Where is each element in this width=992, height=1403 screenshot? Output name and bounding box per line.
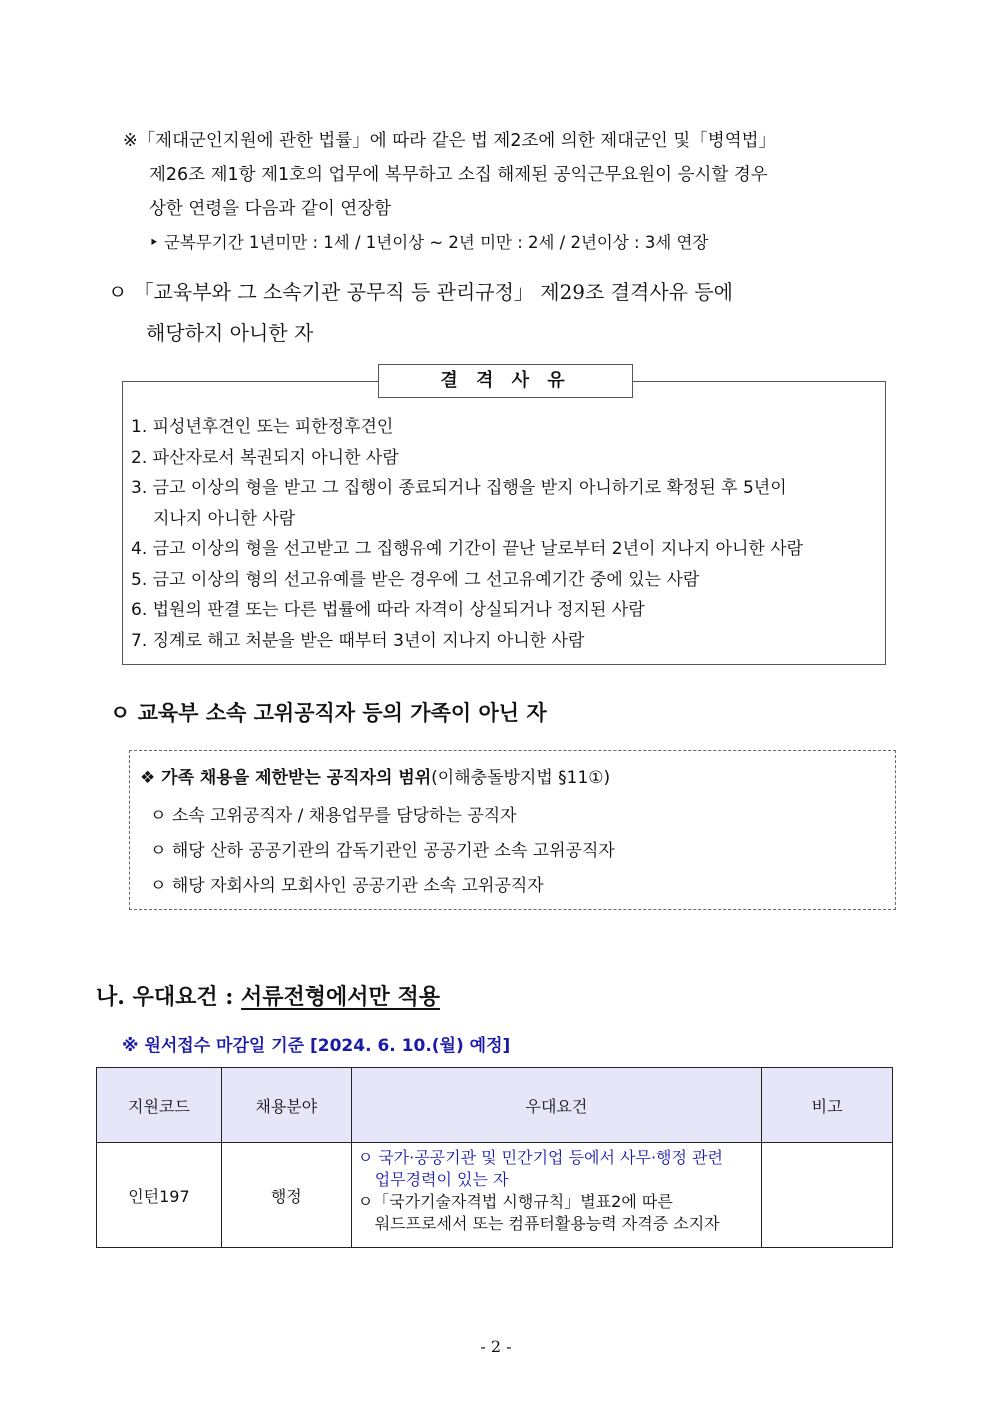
condition-regulation-line-1: ㅇ 「교육부와 그 소속기관 공무직 등 관리규정」 제29조 결격사유 등에 bbox=[108, 280, 733, 304]
note-line-3: 상한 연령을 다음과 같이 연장함 bbox=[149, 199, 392, 219]
table-row bbox=[97, 1143, 893, 1248]
veteran-age-note bbox=[123, 124, 898, 260]
list-item: ㅇ 해당 자회사의 모회사인 공공기관 소속 고위공직자 bbox=[150, 876, 544, 896]
header-requirement: 우대요건 bbox=[351, 1068, 761, 1143]
cell-requirement bbox=[351, 1143, 761, 1248]
table-header-row bbox=[97, 1068, 893, 1143]
disqualification-box bbox=[122, 370, 886, 665]
disqualification-list bbox=[131, 412, 879, 656]
list-item: 5. 금고 이상의 형의 선고유예를 받은 경우에 그 선고유예기간 중에 있는 사람 bbox=[131, 569, 700, 590]
note-line-2: 제26조 제1항 제1호의 업무에 복무하고 소집 해제된 공익근무요원이 응시할 경우 bbox=[149, 165, 768, 185]
preference-table bbox=[96, 1067, 893, 1248]
requirement-1-cont: 업무경력이 있는 자 bbox=[374, 1170, 509, 1189]
section-preference-title bbox=[96, 980, 440, 1011]
list-item: ㅇ 해당 산하 공공기관의 감독기관인 공공기관 소속 고위공직자 bbox=[150, 841, 615, 861]
requirement-2: ㅇ「국가기술자격법 시행규칙」별표2에 따른 bbox=[357, 1192, 673, 1211]
family-scope-box bbox=[129, 750, 896, 910]
family-scope-heading-law: (이해충돌방지법 §11①) bbox=[431, 768, 611, 788]
header-code: 지원코드 bbox=[97, 1068, 222, 1143]
condition-regulation bbox=[108, 272, 898, 354]
condition-family: ㅇ 교육부 소속 고위공직자 등의 가족이 아닌 자 bbox=[110, 700, 547, 725]
section-preference-prefix: 나. 우대요건 : bbox=[96, 984, 242, 1010]
list-item: 2. 파산자로서 복권되지 아니한 사람 bbox=[131, 447, 399, 468]
section-preference-scope: 서류전형에서만 적용 bbox=[241, 984, 440, 1010]
deadline-note: ※ 원서접수 마감일 기준 [2024. 6. 10.(월) 예정] bbox=[122, 1036, 511, 1056]
list-item-continued-text: 지나지 아니한 사람 bbox=[153, 508, 296, 529]
list-item: 1. 피성년후견인 또는 피한정후견인 bbox=[131, 417, 394, 437]
family-scope-heading-bold: ❖ 가족 채용을 제한받는 공직자의 범위 bbox=[140, 768, 432, 788]
cell-remark bbox=[762, 1143, 893, 1248]
list-item: 7. 징계로 해고 처분을 받은 때부터 3년이 지나지 아니한 사람 bbox=[131, 630, 585, 651]
requirement-1: ㅇ 국가·공공기관 및 민간기업 등에서 사무·행정 관련 bbox=[357, 1148, 723, 1167]
cell-field: 행정 bbox=[221, 1143, 351, 1248]
condition-regulation-line-2: 해당하지 아니한 자 bbox=[146, 321, 314, 345]
note-line-1: ※「제대군인지원에 관한 법률」에 따라 같은 법 제2조에 의한 제대군인 및「병역법」 bbox=[123, 131, 777, 151]
cell-code: 인턴197 bbox=[97, 1143, 222, 1248]
disqualification-label: 결 격 사 유 bbox=[378, 364, 633, 398]
list-item: 6. 법원의 판결 또는 다른 법률에 따라 자격이 상실되거나 정지된 사람 bbox=[131, 600, 645, 620]
requirement-2-cont: 워드프로세서 또는 컴퓨터활용능력 자격증 소지자 bbox=[374, 1214, 720, 1233]
list-item-continued bbox=[131, 504, 879, 535]
page-number: - 2 - bbox=[480, 1337, 512, 1356]
list-item: 4. 금고 이상의 형을 선고받고 그 집행유예 기간이 끝난 날로부터 2년이 지나지 아니한 사람 bbox=[131, 539, 804, 559]
list-item: ㅇ 소속 고위공직자 / 채용업무를 담당하는 공직자 bbox=[150, 806, 517, 826]
header-field: 채용분야 bbox=[221, 1068, 351, 1143]
list-item: 3. 금고 이상의 형을 받고 그 집행이 종료되거나 집행을 받지 아니하기로 확정된 후 5년이 bbox=[131, 478, 787, 498]
service-period-bullet: ‣ 군복무기간 1년미만 : 1세 / 1년이상 ~ 2년 미만 : 2세 / 2년이상 : 3세 연장 bbox=[149, 233, 709, 252]
header-remark: 비고 bbox=[762, 1068, 893, 1143]
family-scope-heading bbox=[140, 763, 610, 788]
